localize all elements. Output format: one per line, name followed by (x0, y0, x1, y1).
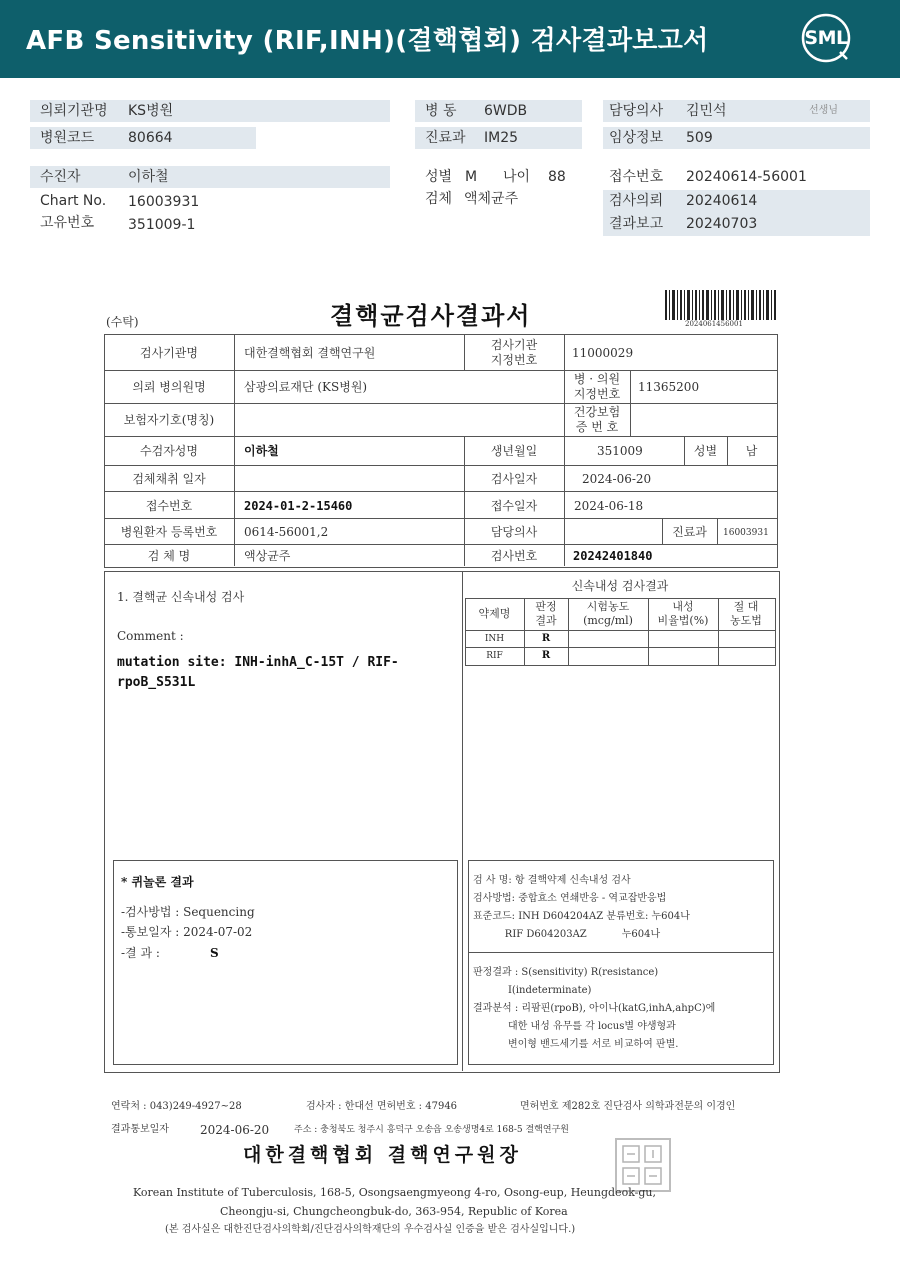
institute-name: 대한결핵협회 결핵연구원장 (243, 1144, 522, 1166)
chart-value: 16003931 (128, 194, 200, 210)
judge-line: 변이형 밴드세기를 서로 비교하여 판별. (473, 1039, 679, 1050)
sex-label: 성별 (425, 169, 453, 185)
row1-label2b: 지정번호 (490, 353, 538, 367)
info-line: 검 사 명: 항 결핵약제 신속내성 검사 (473, 875, 631, 886)
patient-value: 이하철 (128, 169, 169, 185)
notify-date: 2024-06-20 (200, 1123, 270, 1137)
table-cell-judge: R (541, 650, 551, 661)
row7-value: 0614-56001,2 (244, 525, 329, 539)
row4-label3: 성별 (693, 444, 718, 458)
unique-value: 351009-1 (128, 217, 196, 233)
mutation-line2: rpoB_S531L (117, 675, 196, 690)
row5-label: 검체채취 일자 (132, 472, 206, 486)
th-judge-a: 판정 (535, 600, 557, 613)
hospital-code-value: 80664 (128, 130, 173, 146)
age-label: 나이 (503, 169, 531, 185)
english-address-1: Korean Institute of Tuberculosis, 168-5, Osongsaengmyeong 4-ro, Osong-eup, Heungdeok-gu, (133, 1186, 657, 1199)
section1-title: 1. 결핵균 신속내성 검사 (117, 590, 245, 604)
address: 주소 : 충청북도 청주시 흥덕구 오송읍 오송생명4로 168-5 결핵연구원 (294, 1125, 569, 1135)
th-conc-b: (mcg/ml) (583, 614, 633, 627)
row8-value: 액상균주 (244, 549, 291, 563)
th-res-a: 내성 (672, 600, 694, 613)
contact: 연락처 : 043)249-4927~28 (111, 1101, 242, 1112)
certification-note: (본 검사실은 대한진단검사의학회/진단검사의학재단의 우수검사실 인증을 받은 검사실입니다.) (165, 1224, 576, 1235)
request-label: 검사의뢰 (609, 193, 664, 209)
row1-label: 검사기관명 (140, 346, 198, 360)
doctor-suffix: 선생님 (809, 105, 838, 116)
stamp-top: (수탁) (106, 315, 139, 329)
hospital-code-label: 병원코드 (40, 130, 95, 146)
institution-label: 의뢰기관명 (40, 103, 108, 119)
th-abs-b: 농도법 (730, 614, 762, 627)
barcode-number: 2024061456001 (685, 320, 743, 328)
row5-value2: 2024-06-20 (582, 472, 652, 486)
dept-value: IM25 (484, 130, 519, 146)
judge-line: 대한 내성 유무를 각 locus별 야생형과 (473, 1021, 676, 1032)
quinolone-result-label: -결 과 : (121, 946, 160, 960)
quinolone-title: * 퀴놀론 결과 (121, 875, 194, 889)
judge-line: I(indeterminate) (473, 985, 592, 996)
comment-label: Comment : (117, 629, 184, 643)
table-row: RIF (486, 651, 503, 661)
row4-value3: 남 (745, 444, 758, 458)
row6-label: 접수번호 (145, 499, 193, 513)
seal-stamp-icon (615, 1138, 671, 1192)
row8-label2: 검사번호 (490, 549, 538, 563)
barcode-icon (665, 290, 777, 320)
th-drug: 약제명 (478, 607, 511, 620)
receipt-label: 접수번호 (609, 169, 664, 185)
row1-value: 대한결핵협회 결핵연구원 (244, 346, 376, 360)
ward-label: 병 동 (425, 103, 457, 119)
row7-value3: 16003931 (723, 528, 769, 538)
row6-value: 2024-01-2-15460 (244, 499, 353, 513)
institution-value: KS병원 (128, 103, 174, 119)
result-title: 신속내성 검사결과 (571, 579, 669, 593)
row8-value2: 20242401840 (573, 549, 653, 563)
doctor-value: 김민석 (686, 103, 727, 119)
row3-label: 보험자기호(명칭) (123, 413, 215, 427)
receipt-value: 20240614-56001 (686, 169, 807, 185)
license: 면허번호 제282호 진단검사 의학과전문의 이경인 (520, 1101, 736, 1112)
row4-label2: 생년월일 (490, 444, 538, 458)
quinolone-date: -통보일자 : 2024-07-02 (121, 925, 253, 939)
doc-title: 결핵균검사결과서 (330, 301, 532, 330)
th-res-b: 비율법(%) (657, 614, 709, 627)
ward-value: 6WDB (484, 103, 528, 119)
report-label: 결과보고 (609, 216, 664, 232)
quinolone-method: -검사방법 : Sequencing (121, 905, 255, 919)
info-line: 검사방법: 중합효소 연쇄반응 - 역교잡반응법 (473, 893, 667, 904)
row6-value2: 2024-06-18 (574, 499, 644, 513)
notify-label: 결과통보일자 (111, 1124, 169, 1135)
age-value: 88 (548, 169, 566, 185)
mutation-line1: mutation site: INH-inhA_C-15T / RIF- (117, 655, 399, 670)
row4-value2: 351009 (597, 444, 643, 458)
th-judge-b: 결과 (535, 614, 557, 627)
row2-label2b: 지정번호 (573, 387, 621, 401)
th-conc-a: 시험농도 (586, 600, 630, 613)
row1-label2a: 검사기관 (490, 338, 538, 352)
row5-label2: 검사일자 (490, 472, 538, 486)
row1-value2: 11000029 (572, 346, 634, 360)
table-row: INH (484, 634, 505, 644)
th-abs-a: 절 대 (733, 600, 759, 613)
english-address-2: Cheongju-si, Chungcheongbuk-do, 363-954, Republic of Korea (220, 1205, 568, 1218)
row7-label3: 진료과 (672, 525, 707, 539)
info-line: RIF D604203AZ 누604나 (473, 929, 661, 940)
chart-label: Chart No. (40, 193, 107, 209)
judge-line: 판정결과 : S(sensitivity) R(resistance) (473, 967, 659, 978)
row2-value2: 11365200 (638, 380, 700, 394)
patient-label: 수진자 (40, 169, 81, 185)
row2-value: 삼광의료재단 (KS병원) (244, 380, 368, 394)
sex-value: M (465, 169, 478, 185)
method-box (468, 860, 774, 1065)
specimen-label: 검체 (425, 191, 453, 207)
unique-label: 고유번호 (40, 215, 95, 231)
examiner: 검사자 : 한대선 면허번호 : 47946 (306, 1101, 458, 1112)
report-title: AFB Sensitivity (RIF,INH)(결핵협회) 검사결과보고서 (26, 26, 709, 56)
row7-label: 병원환자 등록번호 (120, 525, 218, 539)
clinical-label: 임상정보 (609, 130, 664, 146)
row8-label: 검 체 명 (147, 549, 191, 563)
row4-label: 수검자성명 (140, 444, 198, 458)
quinolone-result: S (210, 946, 219, 960)
row6-label2: 접수일자 (490, 499, 538, 513)
row2-label2a: 병 · 의원 (573, 372, 621, 386)
request-value: 20240614 (686, 193, 758, 209)
row3-label2a: 건강보험 (573, 405, 621, 419)
quinolone-box (113, 860, 458, 1065)
logo-text: SML (804, 27, 848, 49)
row4-value: 이하철 (244, 444, 279, 458)
row3-label2b: 증 번 호 (575, 420, 619, 434)
table-cell-judge: R (541, 633, 551, 644)
report-value: 20240703 (686, 216, 758, 232)
clinical-value: 509 (686, 130, 713, 146)
dept-label: 진료과 (425, 130, 466, 146)
specimen-value: 액체균주 (464, 191, 519, 207)
doctor-label: 담당의사 (609, 103, 664, 119)
row2-label: 의뢰 병의원명 (132, 380, 206, 394)
judge-line: 결과분석 : 리팜핀(rpoB), 아이나(katG,inhA,ahpC)에 (473, 1003, 716, 1014)
info-line: 표준코드: INH D604204AZ 분류번호: 누604나 (473, 911, 690, 922)
row7-label2: 담당의사 (490, 525, 538, 539)
